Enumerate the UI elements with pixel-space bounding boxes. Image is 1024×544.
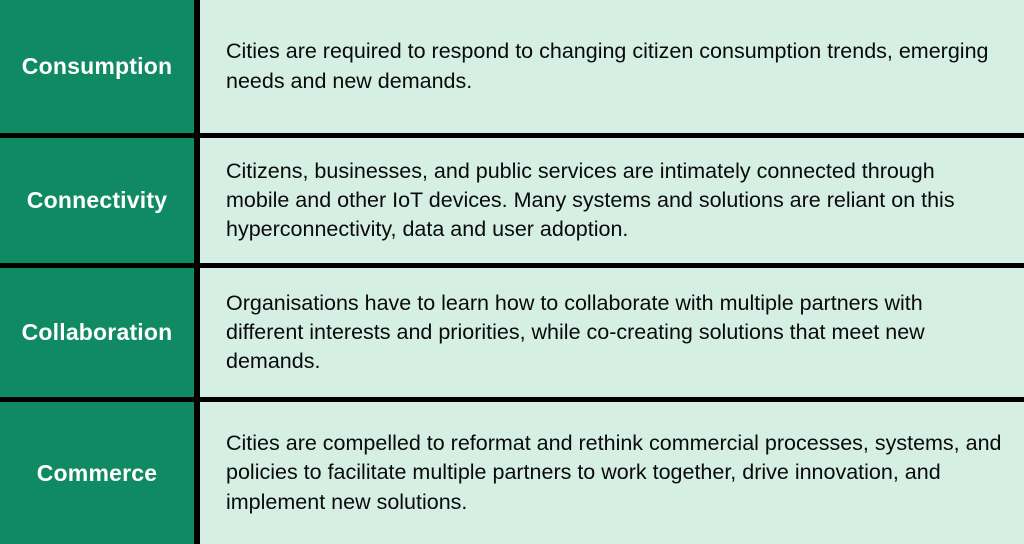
row-label-text: Connectivity [26,187,168,213]
row-label-commerce [0,402,200,544]
table-row [0,0,1024,138]
row-label-consumption [0,0,200,133]
row-description-connectivity [200,138,1024,263]
row-description-commerce [200,402,1024,544]
row-description-text: Cities are compelled to reformat and rethink commercial processes, systems, and policies to facilitate multiple partners to work together, drive innovation, and implement new solutions. [226,431,1002,514]
row-label-connectivity [0,138,200,263]
row-label-text: Commerce [36,459,158,486]
table-row [0,402,1024,544]
row-label-text: Collaboration [21,319,173,345]
row-label-text: Consumption [21,53,173,79]
row-label-collaboration [0,268,200,397]
row-description-text: Cities are required to respond to changing citizen consumption trends, emerging needs and new demands. [226,39,989,93]
table-row [0,138,1024,268]
table-row [0,268,1024,402]
row-description-text: Organisations have to learn how to collaborate with multiple partners with different interests and priorities, while co-creating solutions that meet new demands. [226,290,925,373]
row-description-text: Citizens, businesses, and public services are intimately connected through mobile and other IoT devices. Many systems and solutions are reliant on this hyperconnectivity, data and user adoption. [226,158,955,241]
row-description-collaboration [200,268,1024,397]
row-description-consumption [200,0,1024,133]
